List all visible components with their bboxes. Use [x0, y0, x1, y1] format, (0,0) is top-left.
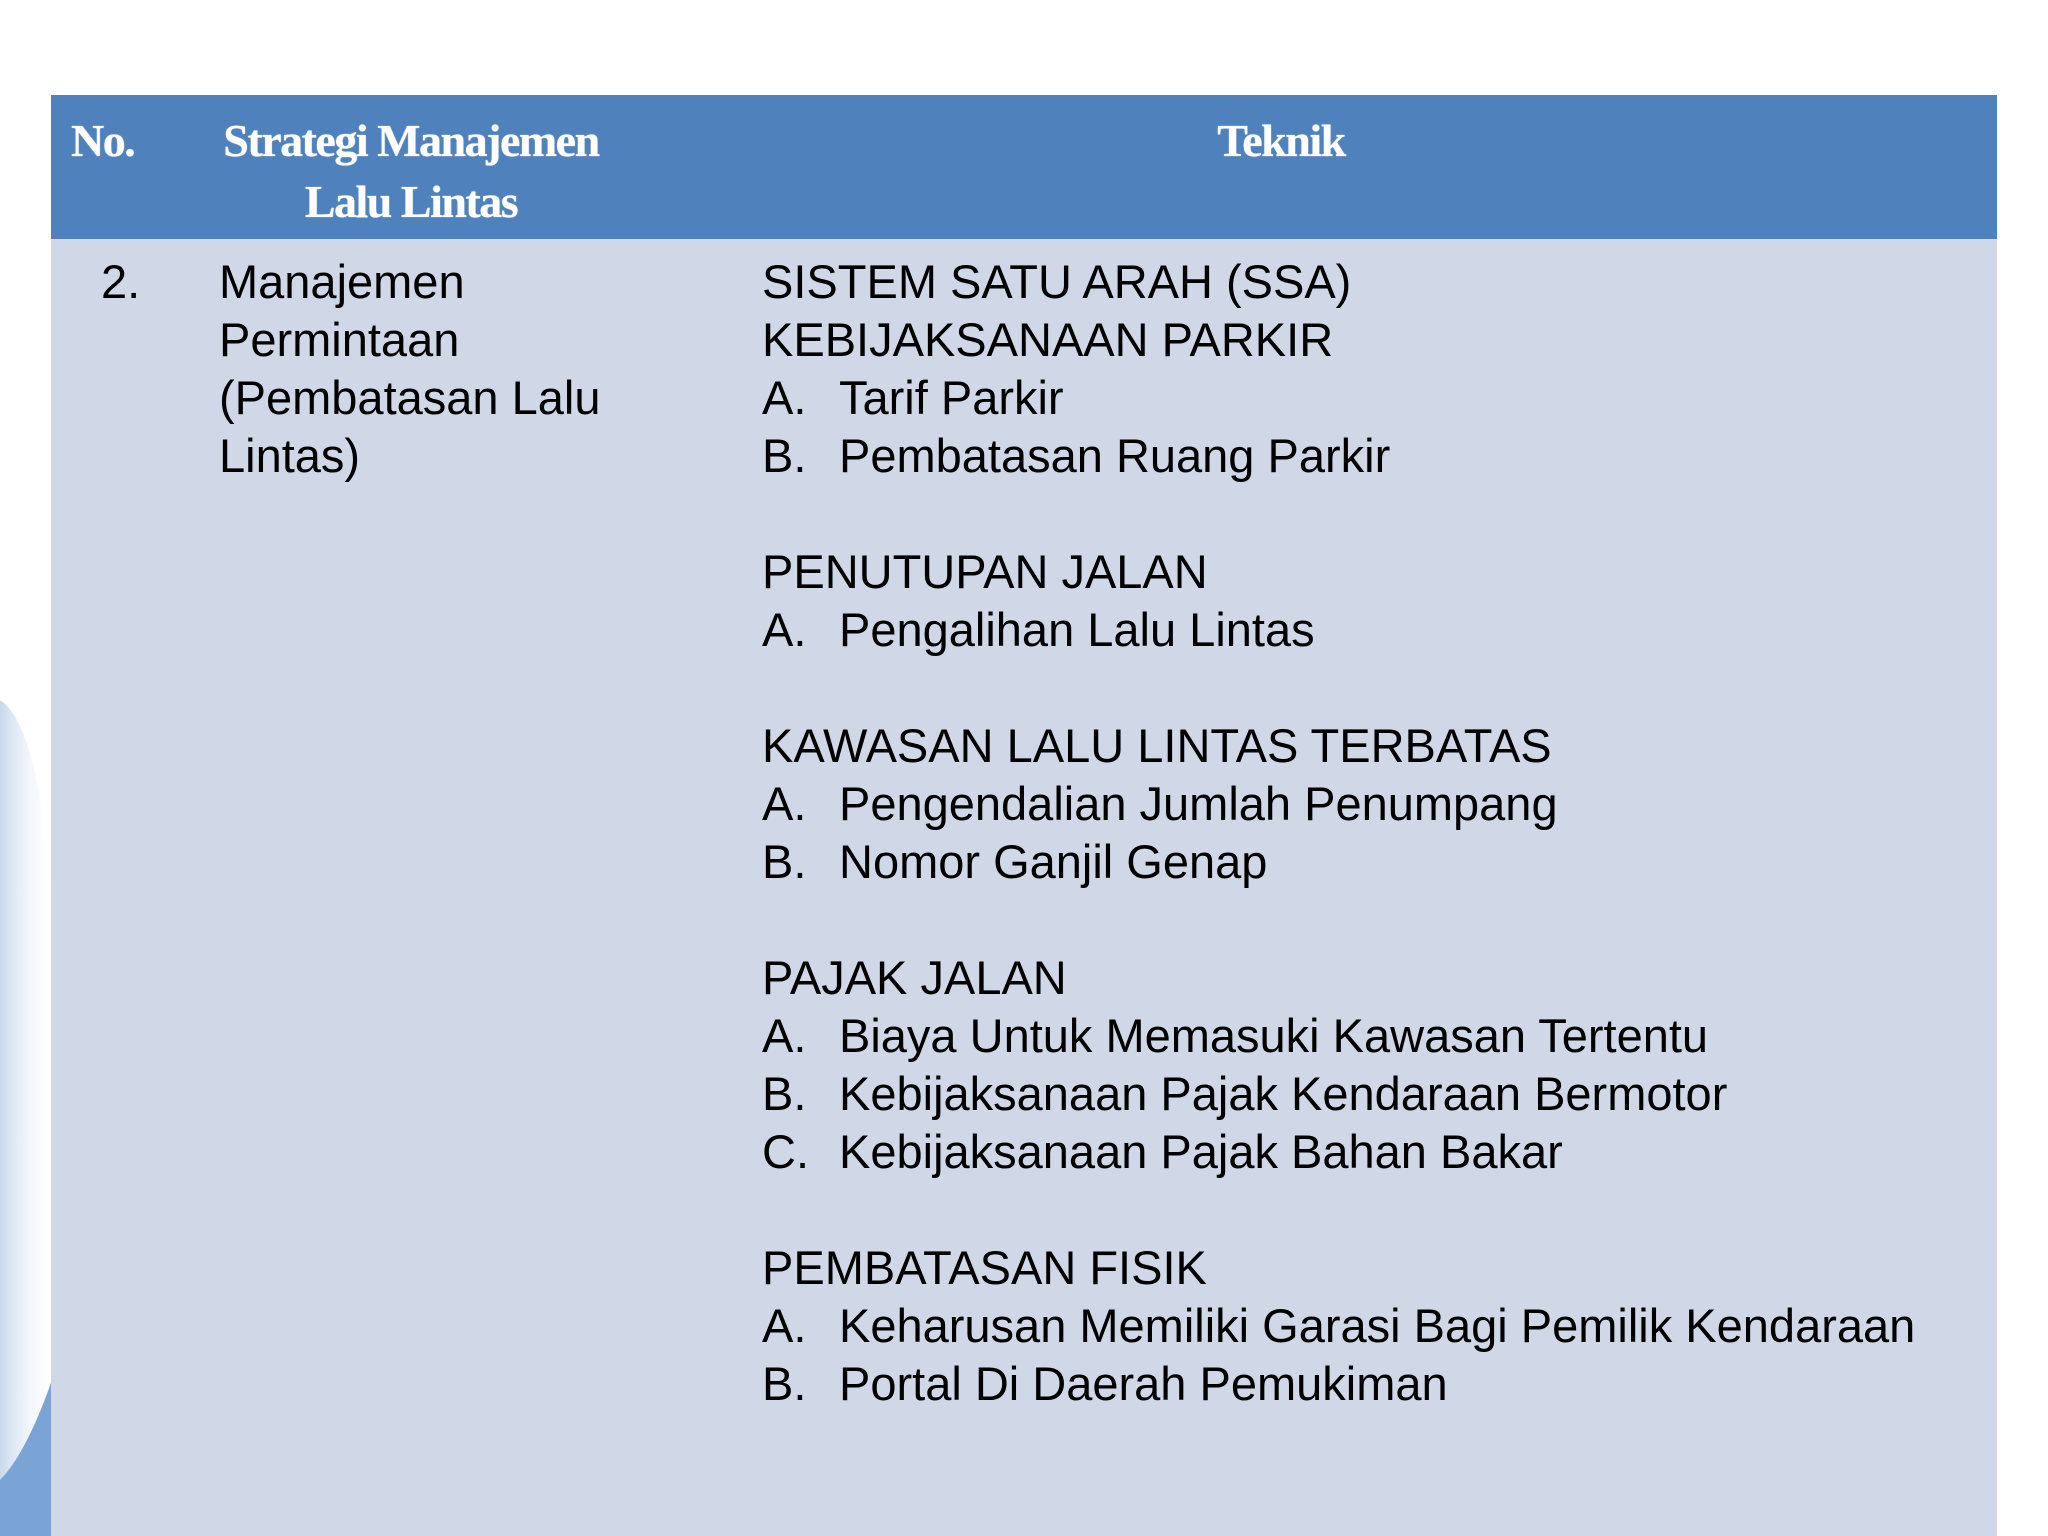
list-item-text: Biaya Untuk Memasuki Kawasan Tertentu — [839, 1009, 1709, 1062]
technique-group — [762, 717, 1962, 891]
technique-group — [762, 543, 1962, 659]
technique-list-item — [762, 775, 1962, 833]
technique-group-title: KAWASAN LALU LINTAS TERBATAS — [762, 719, 1552, 772]
list-item-text: Kebijaksanaan Pajak Bahan Bakar — [839, 1125, 1563, 1178]
list-item-text: Pembatasan Ruang Parkir — [839, 429, 1391, 482]
list-item-text: Keharusan Memiliki Garasi Bagi Pemilik Kendaraan — [839, 1299, 1916, 1352]
list-item-letter: B. — [762, 429, 807, 482]
list-item-text: Kebijaksanaan Pajak Kendaraan Bermotor — [839, 1067, 1728, 1120]
list-item-letter: A. — [762, 777, 807, 830]
technique-list-item — [762, 1123, 1962, 1181]
technique-list-item — [762, 369, 1962, 427]
list-item-text: Pengalihan Lalu Lintas — [839, 603, 1315, 656]
technique-list-item — [762, 833, 1962, 891]
technique-group-title: PENUTUPAN JALAN — [762, 545, 1208, 598]
technique-group — [762, 1239, 1962, 1413]
technique-list-item — [762, 427, 1962, 485]
list-item-letter: B. — [762, 1357, 807, 1410]
header-technique: Teknik — [1217, 115, 1345, 166]
technique-list-item — [762, 1297, 1962, 1355]
table-header-row — [51, 95, 1997, 239]
technique-list-item — [762, 1065, 1962, 1123]
list-item-letter: B. — [762, 1067, 807, 1120]
technique-group-title: PAJAK JALAN — [762, 951, 1067, 1004]
row-strategy: Manajemen Permintaan (Pembatasan Lalu Lintas) — [219, 255, 601, 482]
technique-group-title: SISTEM SATU ARAH (SSA) — [762, 255, 1352, 308]
row-techniques — [762, 253, 1962, 1471]
list-item-letter: B. — [762, 835, 807, 888]
header-strategy: Strategi Manajemen Lalu Lintas — [223, 115, 599, 227]
list-item-letter: A. — [762, 603, 807, 656]
list-item-text: Tarif Parkir — [839, 371, 1064, 424]
technique-group-title: KEBIJAKSANAAN PARKIR — [762, 313, 1334, 366]
row-number: 2. — [101, 255, 141, 308]
technique-group — [762, 253, 1962, 485]
list-item-text: Nomor Ganjil Genap — [839, 835, 1268, 888]
list-item-letter: A. — [762, 1299, 807, 1352]
list-item-letter: A. — [762, 371, 807, 424]
technique-group — [762, 949, 1962, 1181]
list-item-letter: A. — [762, 1009, 807, 1062]
list-item-letter: C. — [762, 1125, 809, 1178]
technique-group-title: PEMBATASAN FISIK — [762, 1241, 1207, 1294]
list-item-text: Pengendalian Jumlah Penumpang — [839, 777, 1558, 830]
list-item-text: Portal Di Daerah Pemukiman — [839, 1357, 1448, 1410]
header-no: No. — [71, 115, 135, 166]
technique-list-item — [762, 1355, 1962, 1413]
strategy-table — [51, 95, 1997, 1536]
technique-list-item — [762, 601, 1962, 659]
technique-list-item — [762, 1007, 1962, 1065]
